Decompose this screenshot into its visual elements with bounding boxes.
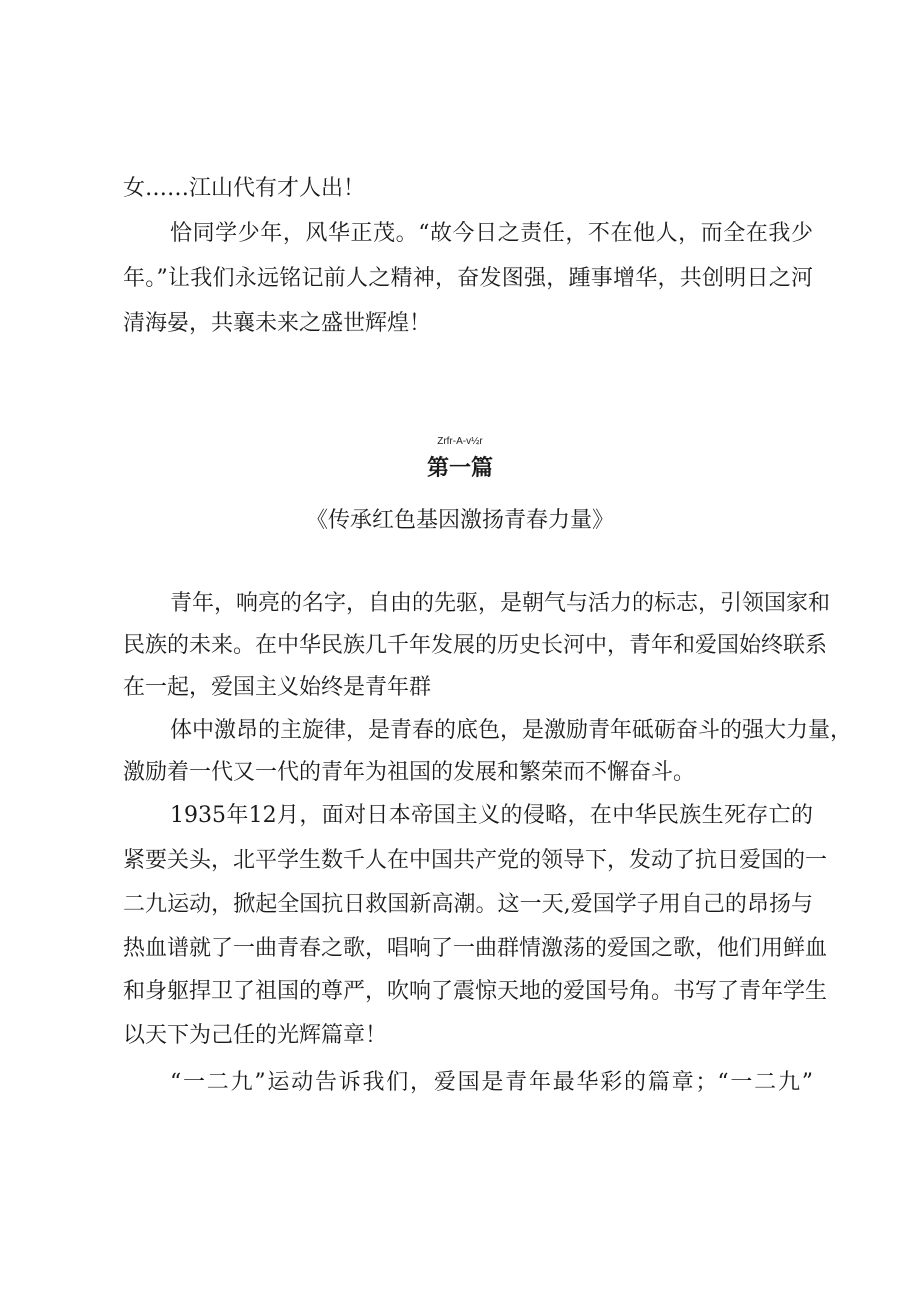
paragraph-3-line-4: 热血谱就了一曲青春之歌，唱响了一曲群情激荡的爱国之歌，他们用鲜血 [123, 936, 828, 961]
paragraph-3-line-6: 以天下为己任的光辉篇章！ [123, 1023, 388, 1048]
paragraph-1-line-2: 民族的未来。在中华民族几千年发展的历史长河中，青年和爱国始终联系 [123, 633, 828, 658]
continuation-line-3: 年。”让我们永远铭记前人之精神，奋发图强，踵事增华，共创明日之河 [123, 266, 813, 291]
paragraph-3-line-2: 紧要关头，北平学生数千人在中国共产党的领导下，发动了抗日爱国的一 [123, 848, 828, 873]
continuation-line-1: 女……江山代有才人出！ [123, 176, 366, 201]
paragraph-2-line-2: 激励着一代又一代的青年为祖国的发展和繁荣而不懈奋斗。 [123, 760, 696, 785]
paragraph-3-line-3: 二九运动，掀起全国抗日救国新高潮。这一天,爱国学子用自己的昂扬与 [123, 892, 813, 917]
paragraph-3-line-1: 1935年12月，面对日本帝国主义的侵略，在中华民族生死存亡的 [170, 803, 813, 828]
paragraph-1-line-1: 青年，响亮的名字，自由的先驱，是朝气与活力的标志，引领国家和 [170, 591, 831, 616]
paragraph-4-line-1: “一二九”运动告诉我们，爱国是青年最华彩的篇章；“一二九” [170, 1070, 813, 1095]
continuation-line-2: 恰同学少年，风华正茂。“故今日之责任，不在他人，而全在我少 [170, 221, 813, 246]
article-title: 《传承红色基因激扬青春力量》 [305, 508, 614, 533]
chapter-heading: 第一篇 [426, 456, 493, 481]
paragraph-2-line-1: 体中激昂的主旋律，是青春的底色，是激励青年砥砺奋斗的强大力量， [170, 718, 853, 743]
section-mark: Zrfr-A-v½r [437, 436, 483, 447]
continuation-line-4: 清海晏，共襄未来之盛世辉煌！ [123, 311, 432, 336]
paragraph-3-line-5: 和身躯捍卫了祖国的尊严，吹响了震惊天地的爱国号角。书写了青年学生 [123, 979, 828, 1004]
paragraph-1-line-3: 在一起，爱国主义始终是青年群 [123, 675, 432, 700]
